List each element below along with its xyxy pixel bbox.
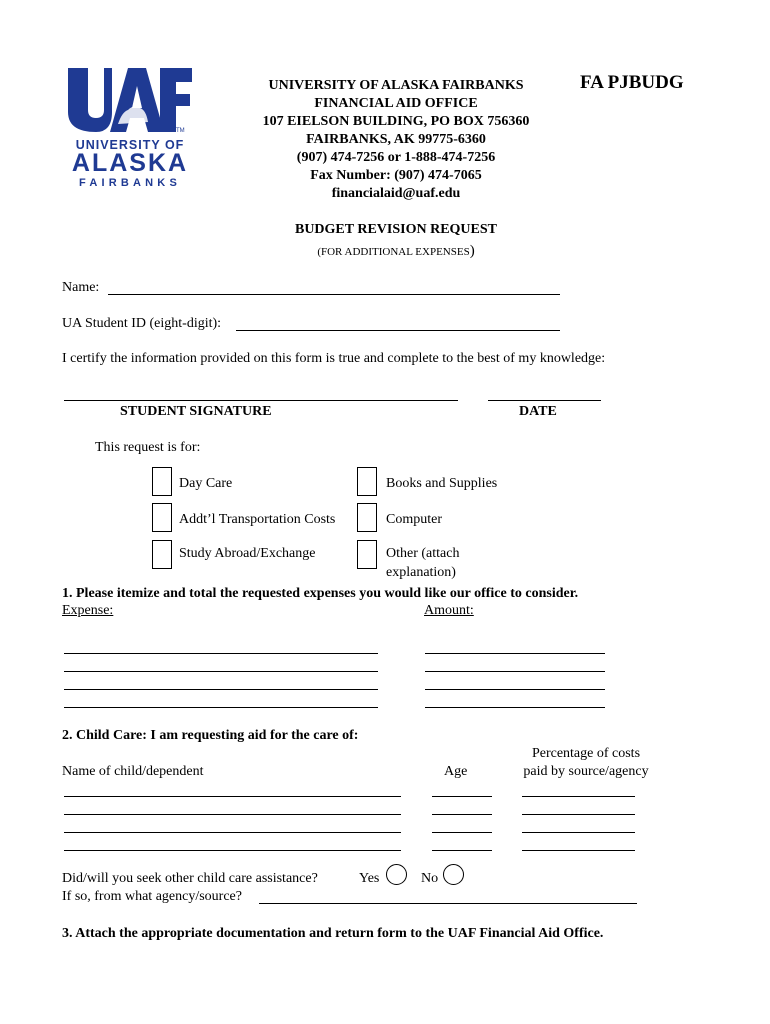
form-subtitle-paren: ) [469, 243, 475, 259]
other-label-line2: explanation) [386, 565, 456, 580]
yes-label: Yes [359, 871, 380, 886]
header-email: financialaid@uaf.edu [331, 186, 461, 201]
agency-label: If so, from what agency/source? [62, 889, 242, 904]
day-care-checkbox[interactable] [152, 467, 172, 496]
computer-label: Computer [386, 512, 442, 527]
amount-line[interactable] [425, 653, 605, 654]
percentage-line[interactable] [522, 850, 635, 851]
header-fax: Fax Number: (907) 474-7065 [310, 168, 482, 183]
date-label: DATE [519, 404, 557, 419]
percentage-column-label-line1: Percentage of costs [531, 746, 641, 761]
uaf-logo-mark [66, 64, 194, 134]
name-input-line[interactable] [108, 294, 560, 295]
child-name-line[interactable] [64, 832, 401, 833]
no-radio[interactable] [443, 864, 464, 885]
age-line[interactable] [432, 850, 492, 851]
certify-text: I certify the information provided on this form is true and complete to the best of my knowledge: [62, 351, 606, 366]
amount-line[interactable] [425, 689, 605, 690]
logo-line-university-of: UNIVERSITY OF [75, 138, 185, 152]
header-city: FAIRBANKS, AK 99775-6360 [306, 132, 486, 147]
books-label: Books and Supplies [386, 476, 498, 491]
expense-line[interactable] [64, 671, 378, 672]
child-name-line[interactable] [64, 796, 401, 797]
transportation-checkbox[interactable] [152, 503, 172, 532]
form-title: BUDGET REVISION REQUEST [294, 222, 498, 237]
child-name-line[interactable] [64, 850, 401, 851]
age-column-label: Age [444, 764, 468, 779]
amount-line[interactable] [425, 707, 605, 708]
computer-checkbox[interactable] [357, 503, 377, 532]
child-name-column-label: Name of child/dependent [62, 764, 204, 779]
expense-line[interactable] [64, 653, 378, 654]
percentage-line[interactable] [522, 832, 635, 833]
student-id-input-line[interactable] [236, 330, 560, 331]
study-abroad-label: Study Abroad/Exchange [179, 546, 316, 561]
form-subtitle [246, 243, 546, 260]
trademark-mark: TM [176, 128, 185, 134]
form-code: FA PJBUDG [580, 72, 684, 93]
amount-line[interactable] [425, 671, 605, 672]
date-line[interactable] [488, 400, 601, 401]
child-name-line[interactable] [64, 814, 401, 815]
percentage-line[interactable] [522, 796, 635, 797]
signature-line[interactable] [64, 400, 458, 401]
header-phone: (907) 474-7256 or 1-888-474-7256 [296, 150, 496, 165]
logo-line-alaska: ALASKA [71, 149, 189, 177]
percentage-column-label-line2: paid by source/agency [523, 764, 649, 779]
books-checkbox[interactable] [357, 467, 377, 496]
logo-line-fairbanks: FAIRBANKS [79, 177, 181, 189]
agency-input-line[interactable] [259, 903, 637, 904]
form-subtitle-text: (FOR ADDITIONAL EXPENSES [317, 246, 470, 258]
percentage-line[interactable] [522, 814, 635, 815]
age-line[interactable] [432, 796, 492, 797]
other-label-line1: Other (attach [386, 546, 460, 561]
day-care-label: Day Care [179, 476, 233, 491]
header-university: UNIVERSITY OF ALASKA FAIRBANKS [268, 78, 524, 93]
assistance-question: Did/will you seek other child care assistance? [62, 871, 318, 886]
signature-label: STUDENT SIGNATURE [120, 404, 272, 419]
header-address: 107 EIELSON BUILDING, PO BOX 756360 [262, 114, 530, 129]
student-id-label: UA Student ID (eight-digit): [62, 316, 222, 331]
no-label: No [421, 871, 439, 886]
age-line[interactable] [432, 832, 492, 833]
age-line[interactable] [432, 814, 492, 815]
expense-line[interactable] [64, 707, 378, 708]
section3-heading: 3. Attach the appropriate documentation and return form to the UAF Financial Aid Office. [62, 926, 604, 941]
request-intro: This request is for: [95, 440, 201, 455]
expense-line[interactable] [64, 689, 378, 690]
transportation-label: Addt’l Transportation Costs [179, 512, 336, 527]
study-abroad-checkbox[interactable] [152, 540, 172, 569]
yes-radio[interactable] [386, 864, 407, 885]
other-checkbox[interactable] [357, 540, 377, 569]
expense-column-label: Expense: [62, 603, 114, 618]
header-office: FINANCIAL AID OFFICE [314, 96, 478, 111]
amount-column-label: Amount: [424, 603, 474, 618]
section1-heading: 1. Please itemize and total the requested expenses you would like our office to consider. [62, 586, 579, 601]
name-label: Name: [62, 280, 100, 295]
section2-heading: 2. Child Care: I am requesting aid for the care of: [62, 728, 359, 743]
